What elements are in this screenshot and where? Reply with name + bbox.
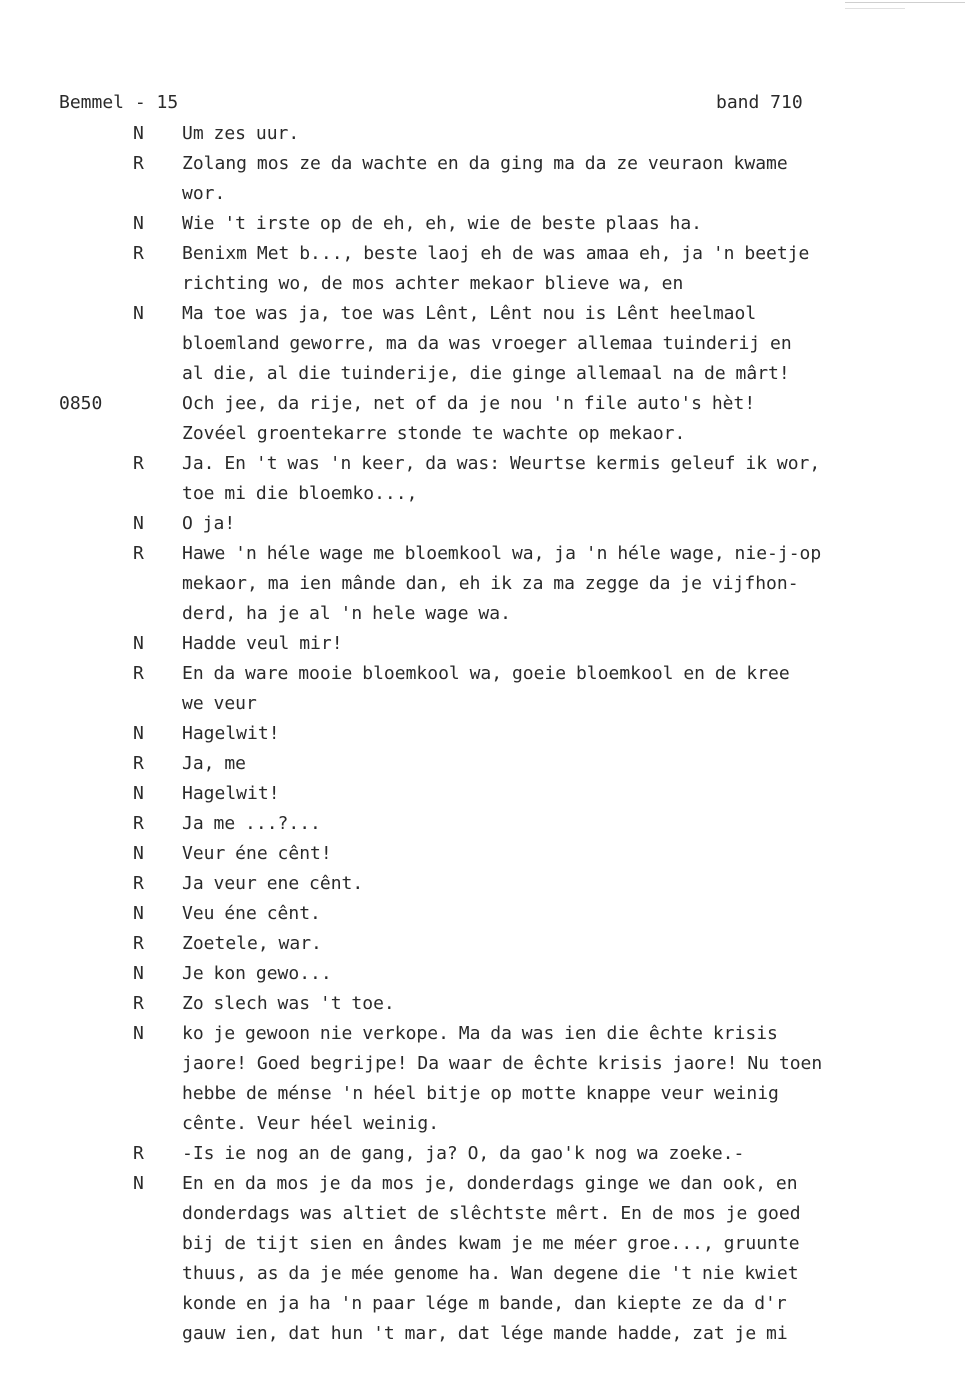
page-header-place: Bemmel - 15 [59, 92, 179, 113]
utterance-text: Zolang mos ze da wachte en da ging ma da ze veuraon kwame wor. [182, 153, 788, 204]
utterance-text: Je kon gewo... [182, 963, 332, 984]
transcript-turn [0, 899, 973, 929]
speaker-label: N [133, 903, 144, 924]
speaker-label: R [133, 243, 144, 264]
utterance-text: Zoetele, war. [182, 933, 322, 954]
speaker-label: R [133, 1143, 144, 1164]
utterance-text: ko je gewoon nie verkope. Ma da was ien die êchte krisis jaore! Goed begrijpe! Da waar de êchte krisis jaore! Nu toen hebbe de ménse 'n héel bitje op motte knappe veur weinig cênte. Veur héel weinig. [182, 1023, 823, 1134]
utterance-text: O ja! [182, 513, 236, 534]
utterance-text: Wie 't irste op de eh, eh, wie de beste plaas ha. [182, 213, 703, 234]
utterance-text: Ja veur ene cênt. [182, 873, 364, 894]
speaker-label: N [133, 303, 144, 324]
speaker-label: R [133, 993, 144, 1014]
speaker-label: R [133, 453, 144, 474]
transcript-turn [0, 749, 973, 779]
utterance-text: En en da mos je da mos je, donderdags ginge we dan ook, en donderdags was altiet de slêchtste mêrt. En de mos je goed bij de tijt sien en ândes kwam je me méer groe..., gruunte thuus, as da je mée genome ha. Wan degene die 't nie kwiet konde en ja ha 'n paar lége m bande, dan kiepte ze da d'r gauw ien, dat hun 't mar, dat lége mande hadde, zat je mi [182, 1173, 801, 1344]
speaker-label: N [133, 123, 144, 144]
utterance-text: Ma toe was ja, toe was Lênt, Lênt nou is Lênt heelmaol bloemland geworre, ma da was vroeger allemaa tuinderij en al die, al die tuinderije, die ginge allemaal na de mârt! Och jee, da rije, net of da je nou 'n file auto's hèt! Zovéel groentekarre stonde te wachte op mekaor. [182, 303, 792, 444]
speaker-label: N [133, 843, 144, 864]
utterance-text: Ja, me [182, 753, 247, 774]
speaker-label: N [133, 513, 144, 534]
transcript-turn [0, 989, 973, 1019]
transcript-turn [0, 629, 973, 659]
transcript-turn [0, 1139, 973, 1169]
utterance-text: Veur éne cênt! [182, 843, 332, 864]
speaker-label: R [133, 543, 144, 564]
utterance-text: Ja. En 't was 'n keer, da was: Weurtse kermis geleuf ik wor, toe mi die bloemko..., [182, 453, 821, 504]
page-header-band: band 710 [716, 92, 803, 113]
utterance-text: Um zes uur. [182, 123, 300, 144]
speaker-label: R [133, 753, 144, 774]
utterance-text: Hagelwit! [182, 723, 280, 744]
utterance-text: Benixm Met b..., beste laoj eh de was amaa eh, ja 'n beetje richting wo, de mos achter mekaor blieve wa, en [182, 243, 810, 294]
utterance-text: Zo slech was 't toe. [182, 993, 395, 1014]
top-rule [845, 2, 965, 3]
utterance-text: Ja me ...?... [182, 813, 321, 834]
speaker-label: N [133, 1023, 144, 1044]
transcript-turn [0, 239, 973, 299]
speaker-label: N [133, 963, 144, 984]
transcript-turn [0, 779, 973, 809]
speaker-label: N [133, 633, 144, 654]
transcript-turn [0, 149, 973, 209]
speaker-label: R [133, 933, 144, 954]
speaker-label: N [133, 1173, 144, 1194]
transcript-turn [0, 809, 973, 839]
transcript [0, 119, 973, 1349]
utterance-text: Hawe 'n héle wage me bloemkool wa, ja 'n héle wage, nie-j-op mekaor, ma ien mânde dan, eh ik za ma zegge da je vijfhon- derd, ha je al 'n hele wage wa. [182, 543, 822, 624]
speaker-label: N [133, 213, 144, 234]
utterance-text: -Is ie nog an de gang, ja? O, da gao'k nog wa zoeke.- [182, 1143, 745, 1164]
speaker-label: N [133, 783, 144, 804]
utterance-text: Hagelwit! [182, 783, 280, 804]
utterance-text: Veu éne cênt. [182, 903, 321, 924]
transcript-turn [0, 209, 973, 239]
transcript-turn [0, 959, 973, 989]
tape-counter: 0850 [59, 393, 103, 414]
speaker-label: N [133, 723, 144, 744]
transcript-turn [0, 449, 973, 509]
transcript-turn [0, 839, 973, 869]
utterance-text: Hadde veul mir! [182, 633, 343, 654]
speaker-label: R [133, 813, 144, 834]
utterance-text: En da ware mooie bloemkool wa, goeie bloemkool en de kree we veur [182, 663, 790, 714]
transcript-turn [0, 659, 973, 719]
transcript-turn [0, 539, 973, 629]
top-rule-short [845, 8, 905, 9]
transcript-turn [0, 119, 973, 149]
transcript-turn [0, 929, 973, 959]
transcript-turn [0, 869, 973, 899]
speaker-label: R [133, 663, 144, 684]
transcript-turn [0, 509, 973, 539]
transcript-turn [0, 1169, 973, 1349]
transcript-turn [0, 719, 973, 749]
speaker-label: R [133, 873, 144, 894]
speaker-label: R [133, 153, 144, 174]
transcript-turn [0, 299, 973, 449]
transcript-turn [0, 1019, 973, 1139]
